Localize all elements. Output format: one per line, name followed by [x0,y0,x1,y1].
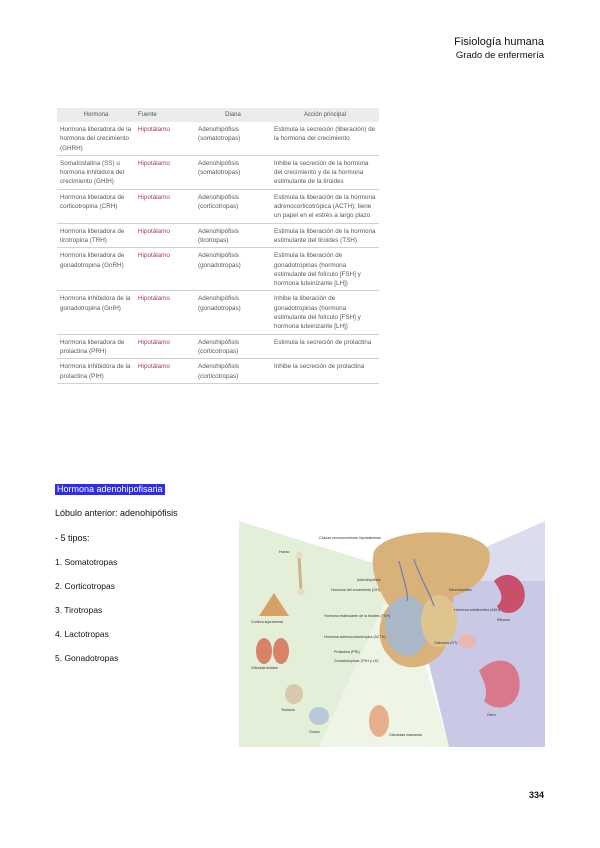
table-cell: Inhibe la liberación de gonadotropinas (hormona estimulante del folículo [FSH] y hormona luteinizante [LH]) [271,291,379,334]
type-item: 3. Tirotropas [55,605,103,615]
table-cell: Hormona liberadora de gonadotropina (GnRH) [57,248,135,291]
table-cell: Inhibe la secreción de la hormona del crecimiento y de la hormona estimulante de la tiroides [271,155,379,189]
table-cell: Hipotálamo [135,122,195,155]
header-title: Fisiología humana [454,36,544,48]
table-cell: Hipotálamo [135,155,195,189]
pituitary-figure [239,521,545,747]
header-subtitle: Grado de enfermería [455,50,544,61]
table-cell: Somatostatina (SS) u hormona inhibidora del crecimiento (GHIH) [57,155,135,189]
figure-label: Glándulas mamarias [389,733,422,737]
table-cell: Estimula la liberación de la hormona adrenocorticotrópica (ACTH); tiene un papel en el estrés a largo plazo [271,189,379,223]
table-header-cell: Hormona [57,108,135,122]
table-cell: Hormona inhibidora de la prolactina (PIH) [57,359,135,384]
table-cell: Estimula la liberación de la hormona estimulante del tiroides (TSH) [271,223,379,248]
pituitary-illustration [239,521,545,747]
table-row [57,155,379,189]
figure-label: Oxitocina (OT) [434,641,458,645]
figure-label: Glándula tiroides [251,666,278,670]
figure-label: Hueso [279,550,290,554]
figure-label: Hormona del crecimiento (GH) [331,588,380,592]
table-cell: Adenohipófisis (corticotropas) [195,189,271,223]
table-row [57,189,379,223]
table-cell: Adenohipófisis (somatotropas) [195,155,271,189]
figure-label: Ovario [309,730,320,734]
figure-label: Testículo [281,708,296,712]
figure-label: Riñones [497,618,511,622]
table-header-cell: Diana [195,108,271,122]
table-cell: Estimula la secreción de prolactina [271,334,379,359]
page-number: 334 [528,790,544,800]
table-cell: Hormona liberadora de tirotropina (TRH) [57,223,135,248]
figure-label: Hormona estimulante de la tiroides (TSH) [324,614,391,618]
hormone-table-grid [57,108,379,384]
mammary-drawing [369,705,389,737]
figure-label: Neurohipófisis [449,588,472,592]
table-header-cell: Fuente [135,108,195,122]
table-cell: Estimula la secreción (liberación) de la hormona del crecimiento [271,122,379,155]
table-cell: Hipotálamo [135,189,195,223]
type-item: 5. Gonadotropas [55,653,119,663]
table-cell: Inhibe la secreción de prolactina [271,359,379,384]
figure-label: Hormona antidiurética (ADH) [454,608,501,612]
table-cell: Hipotálamo [135,291,195,334]
type-item: 1. Somatotropas [55,557,118,567]
testis-drawing [285,684,303,704]
ovary-drawing [309,707,329,725]
table-header-row [57,108,379,122]
table-row [57,223,379,248]
table-row [57,291,379,334]
section-title: Hormona adenohipofisaria [57,484,163,494]
type-item: 2. Corticotropas [55,581,115,591]
type-item: 4. Lactotropas [55,629,109,639]
lobe-heading: Lóbulo anterior: adenohipófisis [55,508,178,518]
figure-label: Hormona adrenocorticotrópica (ACTH) [324,635,386,639]
table-header-cell: Acción principal [271,108,379,122]
figure-label: Gonadotropinas (FSH y LH) [334,659,379,663]
types-intro: - 5 tipos: [55,533,90,543]
kidney-small-drawing [458,634,476,648]
table-cell: Adenohipófisis (corticotropas) [195,334,271,359]
uterus-drawing [479,661,520,708]
table-cell: Adenohipófisis (corticotropas) [195,359,271,384]
figure-label: Células neurosecretoras hipotalámicas [319,536,381,540]
table-cell: Hipotálamo [135,334,195,359]
table-cell: Hormona inhibidora de la gonadotropina (GnIH) [57,291,135,334]
table-cell: Adenohipófisis (gonadotropas) [195,291,271,334]
table-cell: Hipotálamo [135,359,195,384]
page-header [454,36,544,62]
table-cell: Hormona liberadora de prolactina (PRH) [57,334,135,359]
table-cell: Hormona liberadora de la hormona del crecimiento (GHRH) [57,122,135,155]
table-cell: Hipotálamo [135,248,195,291]
table-cell: Hormona liberadora de corticotropina (CRH) [57,189,135,223]
hormone-table [57,108,379,438]
figure-label: Corteza suprarrenal [251,620,283,624]
figure-label: Prolactina (PRL) [334,650,361,654]
figure-label: Útero [487,713,496,717]
figure-label: Adenohipófisis [357,578,381,582]
table-cell: Adenohipófisis (gonadotropas) [195,248,271,291]
table-cell: Adenohipófisis (tirotropas) [195,223,271,248]
table-cell: Adenohipófisis (somatotropas) [195,122,271,155]
posterior-lobe [421,595,457,647]
table-row [57,122,379,155]
table-cell: Estimula la liberación de gonadotropinas (hormona estimulante del folículo [FSH] y hormona luteinizante [LH]) [271,248,379,291]
table-row [57,248,379,291]
table-row [57,334,379,359]
table-cell: Hipotálamo [135,223,195,248]
table-row [57,359,379,384]
